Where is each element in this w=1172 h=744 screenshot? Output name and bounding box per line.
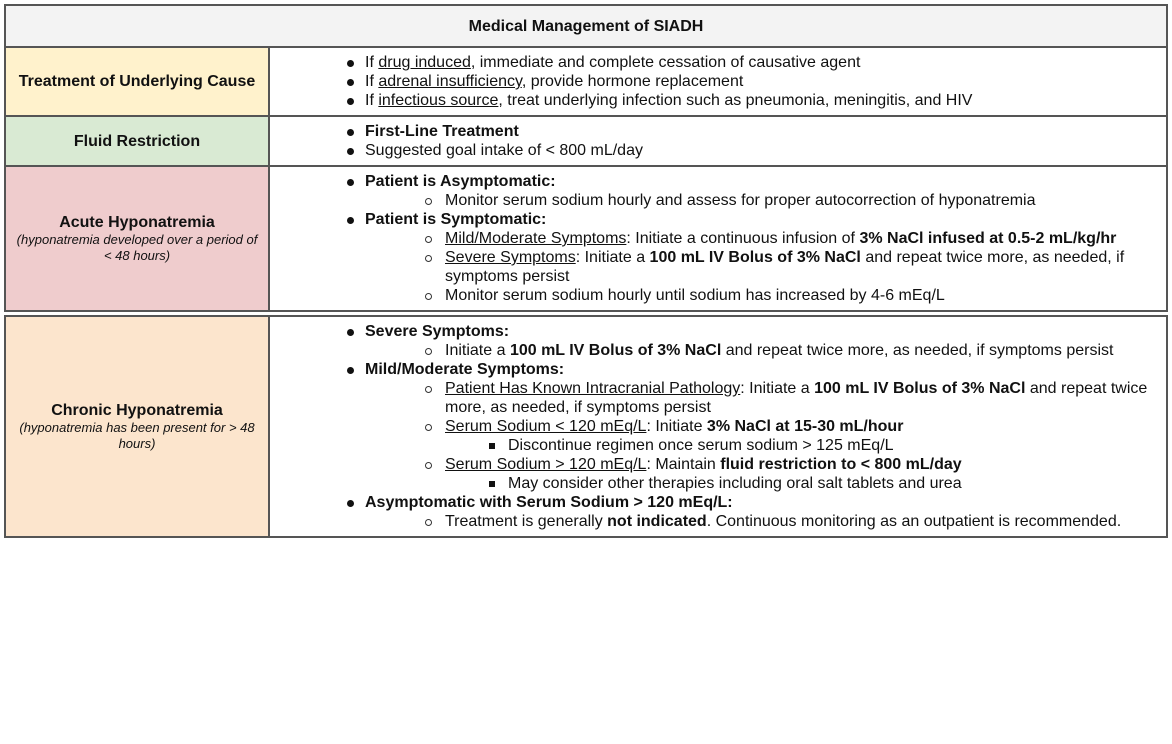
list-item [270,455,1158,474]
bullet-icon [347,500,354,507]
text-segment: 100 mL IV Bolus of 3% NaCl [649,249,861,266]
text-segment: Patient Has Known Intracranial Pathology [445,380,741,397]
square-bullet-icon [489,481,495,487]
row-content-cell [269,47,1167,116]
list-item [270,474,1158,493]
list-item [270,210,1158,229]
square-bullet-icon [489,443,495,449]
text-segment: adrenal insufficiency [378,73,522,90]
bullet-icon [347,148,354,155]
circle-bullet-icon [425,236,432,243]
text-segment: Suggested goal intake of < 800 mL/day [365,142,643,159]
table-row [5,47,1167,116]
list-item [270,436,1158,455]
text-segment: Patient is Asymptomatic: [365,173,556,190]
list-item [270,360,1158,379]
text-segment: Mild/Moderate Symptoms: [365,361,565,378]
text-segment: Mild/Moderate Symptoms [445,230,627,247]
text-segment: May consider other therapies including oral salt tablets and urea [508,475,962,492]
bullet-icon [347,179,354,186]
list-item [270,248,1158,286]
text-segment: : Maintain [646,456,721,473]
text-segment: , treat underlying infection such as pneumonia, meningitis, and HIV [498,92,973,109]
row-label-cell [5,116,269,166]
list-item [270,322,1158,341]
bullet-icon [347,79,354,86]
circle-bullet-icon [425,348,432,355]
circle-bullet-icon [425,293,432,300]
circle-bullet-icon [425,255,432,262]
list-item [270,53,1158,72]
text-segment: 100 mL IV Bolus of 3% NaCl [814,380,1026,397]
list-item [270,493,1158,512]
text-segment: If [365,92,379,109]
row-content-cell [269,116,1167,166]
text-segment: , immediate and complete cessation of causative agent [470,54,861,71]
text-segment: First-Line Treatment [365,123,519,140]
list-item [270,72,1158,91]
list-item [270,172,1158,191]
bullet-icon [347,329,354,336]
list-item [270,341,1158,360]
list-item [270,91,1158,110]
text-segment: : Initiate a continuous infusion of [626,230,860,247]
siadh-management-table [4,4,1168,538]
bullet-icon [347,60,354,67]
row-content-cell [269,316,1167,537]
table-row [5,316,1167,537]
list-item [270,229,1158,248]
row-label: Acute Hyponatremia [59,214,215,231]
text-segment: and repeat twice more, as needed, if symptoms persist [721,342,1114,359]
text-segment: 3% NaCl infused at 0.5-2 mL/kg/hr [859,230,1117,247]
row-sublabel: (hyponatremia developed over a period of < 48 hours) [16,232,258,263]
text-segment: and repeat twice more, as needed, if symptoms persist [445,249,1125,285]
text-segment: drug induced [378,54,471,71]
bullet-icon [347,98,354,105]
text-segment: Serum Sodium > 120 mEq/L [445,456,647,473]
text-segment: , provide hormone replacement [521,73,744,90]
list-item [270,191,1158,210]
circle-bullet-icon [425,424,432,431]
circle-bullet-icon [425,198,432,205]
text-segment: Treatment is generally [445,513,608,530]
list-item [270,417,1158,436]
list-item [270,379,1158,417]
text-segment: 100 mL IV Bolus of 3% NaCl [509,342,722,359]
table-row [5,166,1167,311]
row-label: Treatment of Underlying Cause [18,73,256,90]
text-segment: and repeat twice more, as needed, if symptoms persist [445,380,1148,416]
text-segment: . Continuous monitoring as an outpatient is recommended. [706,513,1122,530]
bullet-icon [347,367,354,374]
bullet-icon [347,217,354,224]
text-segment: Severe Symptoms: [365,323,510,340]
list-item [270,286,1158,305]
text-segment: Monitor serum sodium hourly until sodium has increased by 4-6 mEq/L [445,287,945,304]
text-segment: Asymptomatic with Serum Sodium > 120 mEq/L: [365,494,733,511]
text-segment: Patient is Symptomatic: [365,211,547,228]
text-segment: 3% NaCl at 15-30 mL/hour [706,418,904,435]
text-segment: : Initiate [646,418,707,435]
text-segment: Discontinue regimen once serum sodium > 125 mEq/L [508,437,894,454]
text-segment: Severe Symptoms [445,249,576,266]
list-item [270,512,1158,531]
circle-bullet-icon [425,386,432,393]
row-label-cell [5,316,269,537]
row-content-cell [269,166,1167,311]
row-label-cell [5,166,269,311]
text-segment: Serum Sodium < 120 mEq/L [445,418,647,435]
bullet-icon [347,129,354,136]
row-label: Chronic Hyponatremia [51,402,223,419]
text-segment: If [365,73,379,90]
text-segment: : Initiate a [575,249,650,266]
text-segment: : Initiate a [740,380,815,397]
text-segment: Monitor serum sodium hourly and assess for proper autocorrection of hyponatremia [445,192,1036,209]
circle-bullet-icon [425,462,432,469]
header-row [5,5,1167,47]
row-label: Fluid Restriction [73,132,201,150]
text-segment: infectious source [378,92,499,109]
row-label-cell [5,47,269,116]
list-item [270,122,1158,141]
list-item [270,141,1158,160]
text-segment: not indicated [607,513,707,530]
row-sublabel: (hyponatremia has been present for > 48 hours) [19,420,255,451]
text-segment: fluid restriction to < 800 mL/day [720,456,962,473]
table-title: Medical Management of SIADH [5,5,1167,47]
circle-bullet-icon [425,519,432,526]
text-segment: If [365,54,379,71]
text-segment: Initiate a [445,342,510,359]
table-row [5,116,1167,166]
